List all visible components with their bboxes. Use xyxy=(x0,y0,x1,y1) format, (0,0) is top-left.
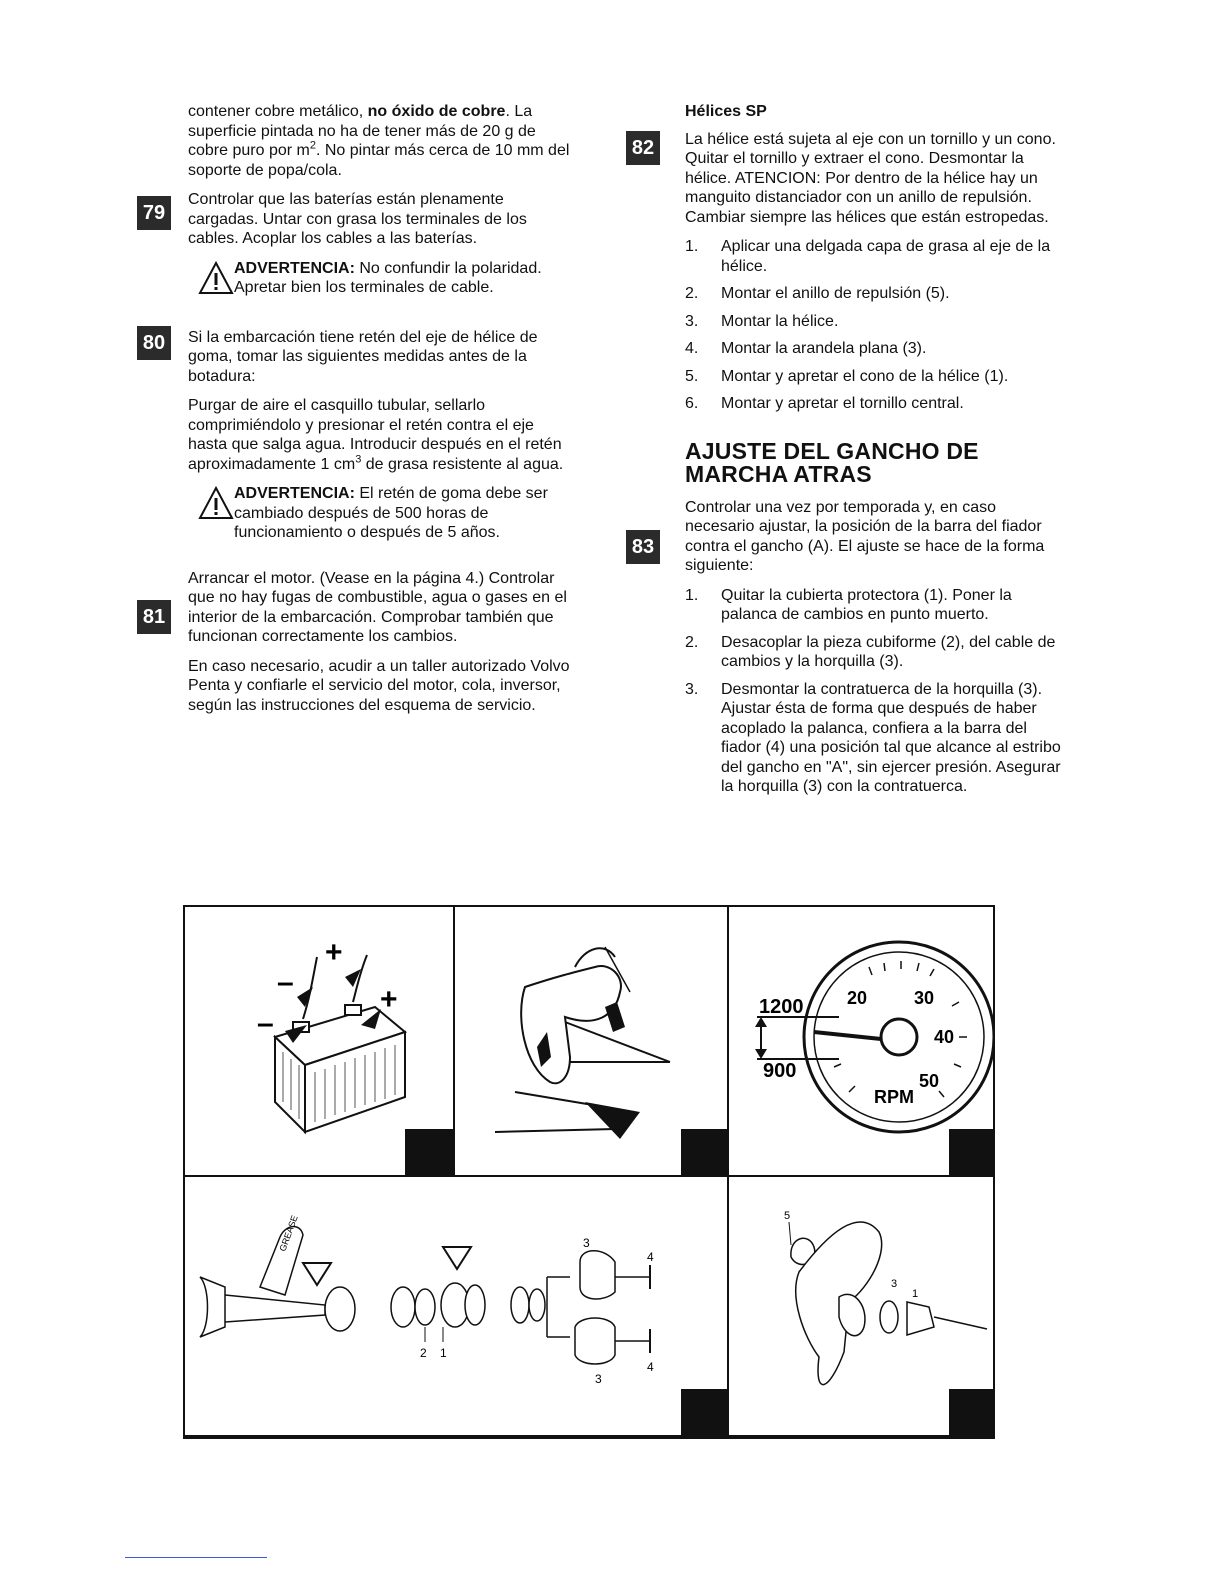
s80-warning: ADVERTENCIA: El retén de goma debe ser cambiado después de 500 horas de funcionamiento o después de 5 años. xyxy=(198,484,570,543)
s82-text: La hélice está sujeta al eje con un tornillo y un cono. Quitar el tornillo y extraer el cono. Desmontar la hélice. ATENCION: Por dentro de la hélice hay un manguito distanciador con un anillo de repulsión. Cambiar siempre las hélices que están estropedas. xyxy=(685,130,1056,226)
part-number-3: 3 xyxy=(583,1236,590,1250)
battery-minus-label: – xyxy=(277,966,294,999)
figure-tab xyxy=(949,1389,995,1437)
tacho-tick-20: 20 xyxy=(847,988,868,1008)
section-badge-81: 81 xyxy=(137,600,171,634)
part-number-1: 1 xyxy=(912,1288,919,1300)
list-item: 5. Montar y apretar el cono de la hélice (1). xyxy=(685,367,1009,385)
right-column xyxy=(685,102,1067,805)
s83-text: Controlar una vez por temporada y, en caso necesario ajustar, la posición de la barra del fiador contra el gancho (A). El ajuste se hace de la forma siguiente: xyxy=(685,498,1045,574)
heading-helices-sp: Hélices SP xyxy=(685,103,767,120)
tacho-tick-40: 40 xyxy=(934,1027,955,1047)
battery-plus-label: + xyxy=(325,936,343,969)
list-item: 3. Montar la hélice. xyxy=(685,312,839,330)
left-column xyxy=(188,102,570,725)
propeller-exploded-illustration xyxy=(185,1177,727,1435)
figure-tab xyxy=(681,1389,729,1437)
part-number-4: 4 xyxy=(647,1360,654,1374)
warning-icon xyxy=(198,261,234,295)
list-item: 6. Montar y apretar el tornillo central. xyxy=(685,395,964,412)
tacho-tick-50: 50 xyxy=(919,1071,940,1091)
warning-icon xyxy=(198,486,234,520)
section-badge-83: 83 xyxy=(626,530,660,564)
figure-tab xyxy=(681,1129,727,1175)
figure-tachometer xyxy=(729,907,995,1177)
part-number-4: 4 xyxy=(647,1250,654,1264)
list-item: 2. Desacoplar la pieza cubiforme (2), del cable de cambios y la horquilla (3). xyxy=(685,633,1056,670)
s83-steps xyxy=(685,586,1067,797)
part-number-5: 5 xyxy=(784,1210,791,1222)
section-badge-79: 79 xyxy=(137,196,171,230)
s80-text-1: Si la embarcación tiene retén del eje de hélice de goma, tomar las siguientes medidas antes de la botadura: xyxy=(188,328,538,385)
section-badge-82: 82 xyxy=(626,131,660,165)
s79-warning: ADVERTENCIA: No confundir la polaridad. Apretar bien los terminales de cable. xyxy=(198,259,570,298)
part-number-2: 2 xyxy=(420,1346,427,1360)
s81-text-2: En caso necesario, acudir a un taller autorizado Volvo Penta y confiarle el servicio del motor, cola, inversor, según las instrucciones del esquema de servicio. xyxy=(188,657,570,714)
footer-rule xyxy=(125,1557,267,1558)
grease-tube-label: GREASE xyxy=(277,1214,300,1253)
figure-tab xyxy=(405,1129,453,1175)
tacho-tick-30: 30 xyxy=(914,988,935,1008)
list-item: 3. Desmontar la contratuerca de la horquilla (3). Ajustar ésta de forma que después de haber acoplado la palanca, confiera a la barra del fiador (4) una posición tal que alcance al estribo del gancho en "A", sin ejercer presión. Asegurar la horquilla (3) con la contratuerca. xyxy=(685,680,1061,795)
part-number-3: 3 xyxy=(595,1372,602,1386)
figure-seal xyxy=(455,907,729,1177)
list-item: 2. Montar el anillo de repulsión (5). xyxy=(685,285,950,302)
battery-minus-label: – xyxy=(257,1007,274,1040)
section-heading: AJUSTE DEL GANCHO DE MARCHA ATRAS xyxy=(685,437,979,487)
s79-text: Controlar que las baterías están plenamente cargadas. Untar con grasa los terminales de los cables. Acoplar los cables a las baterías. xyxy=(188,191,527,247)
tacho-1200-label: 1200 xyxy=(759,996,804,1018)
tacho-900-label: 900 xyxy=(763,1060,797,1082)
part-number-1: 1 xyxy=(440,1346,447,1360)
section-badge-80: 80 xyxy=(137,326,171,360)
tacho-rpm-label: RPM xyxy=(874,1087,914,1107)
s81-text-1: Arrancar el motor. (Vease en la página 4.) Controlar que no hay fugas de combustible, agua o gases en el interior de la embarcación. Comprobar también que funcionan correctamente los cambios. xyxy=(188,569,567,645)
figure-battery xyxy=(185,907,455,1177)
list-item: 1. Quitar la cubierta protectora (1). Poner la palanca de cambios en punto muerto. xyxy=(685,586,1012,623)
list-item: 1. Aplicar una delgada capa de grasa al eje de la hélice. xyxy=(685,238,1051,275)
part-number-3: 3 xyxy=(891,1278,898,1290)
figure-propeller-exploded xyxy=(185,1177,729,1437)
figure-grid xyxy=(183,905,995,1439)
figure-tab xyxy=(949,1129,995,1175)
battery-plus-label: + xyxy=(380,983,398,1016)
list-item: 4. Montar la arandela plana (3). xyxy=(685,340,927,357)
s82-steps xyxy=(685,237,1067,414)
figure-propeller-assembly xyxy=(729,1177,995,1437)
intro-paragraph: contener cobre metálico, no óxido de cobre. La superficie pintada no ha de tener más de 20 g de cobre puro por $m^2$. No pintar más cerca de 10 mm del soporte de popa/cola. xyxy=(188,103,570,179)
s80-text-2: Purgar de aire el casquillo tubular, sellarlo comprimiéndolo y presionar el retén contra el eje hasta que salga agua. Introducir después en el retén aproximadamente 1 $cm^3$ de grasa resistente al agua. xyxy=(188,397,564,473)
